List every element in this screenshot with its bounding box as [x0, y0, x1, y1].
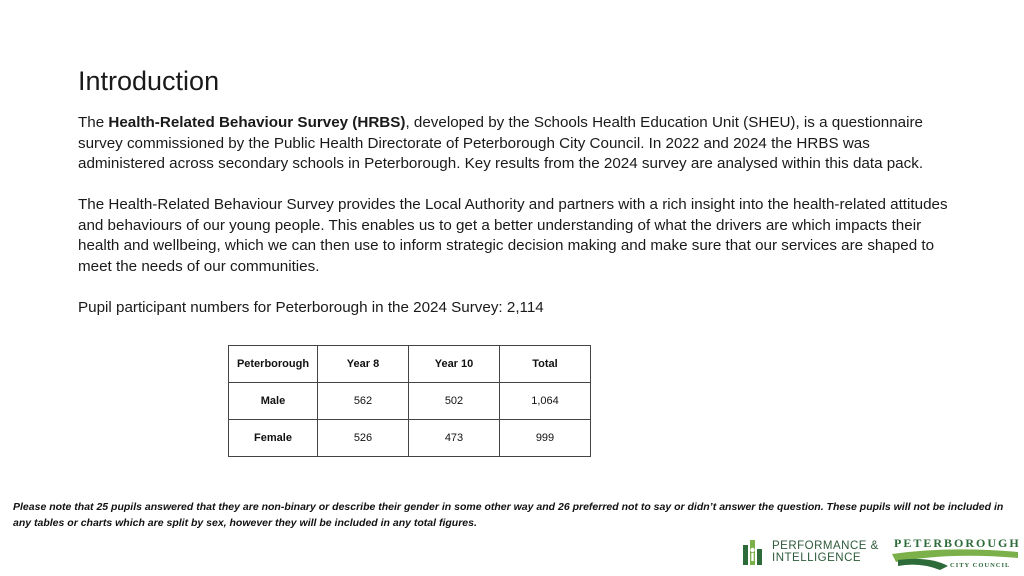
table-header: Peterborough	[229, 346, 318, 383]
participants-table	[228, 345, 591, 457]
table-cell: 502	[409, 383, 500, 420]
table-header-row	[229, 346, 591, 383]
table-cell: 1,064	[500, 383, 591, 420]
pcc-logo-name: PETERBOROUGH	[894, 536, 1021, 550]
table-cell: 562	[318, 383, 409, 420]
participant-count: Pupil participant numbers for Peterborough in the 2024 Survey: 2,114	[78, 299, 544, 316]
insight-paragraph: The Health-Related Behaviour Survey provides the Local Authority and partners with a rich insight into the health-related attitudes and behaviours of our young people. This enables us to get a better understanding of what the drivers are which impacts their health and wellbeing, which we can then use to inform strategic decision making and make sure that our services are shaped to meet the needs of our communities.	[78, 196, 948, 275]
intro-prefix: The	[78, 114, 109, 131]
page-title: Introduction	[78, 66, 220, 96]
table-row	[229, 383, 591, 420]
table-header: Year 10	[409, 346, 500, 383]
table-cell: 526	[318, 420, 409, 457]
table-row	[229, 420, 591, 457]
table-header: Total	[500, 346, 591, 383]
peterborough-city-council-logo	[890, 536, 1020, 574]
survey-name: Health-Related Behaviour Survey (HRBS)	[108, 114, 406, 131]
table-header: Year 8	[318, 346, 409, 383]
table-cell: Male	[229, 383, 318, 420]
footnote: Please note that 25 pupils answered that they are non-binary or describe their gender in some other way and 26 preferred not to say or didn’t answer the question. These pupils will not be included in any tables or charts which are split by sex, however they will be included in any total figures.	[13, 501, 1004, 529]
pi-logo-icon	[742, 537, 768, 567]
performance-intelligence-logo	[742, 537, 879, 567]
table-cell: 473	[409, 420, 500, 457]
pi-logo-line2: INTELLIGENCE	[772, 552, 862, 564]
pcc-logo-sub: CITY COUNCIL	[950, 562, 1011, 569]
pi-logo-line1: PERFORMANCE &	[772, 539, 879, 552]
table-cell: 999	[500, 420, 591, 457]
intro-rest: , developed by the Schools Health Education Unit (SHEU), is a questionnaire survey commissioned by the Public Health Directorate of Peterborough City Council. In 2022 and 2024 the HRBS was administered across secondary schools in Peterborough. Key results from the 2024 survey are analysed within this data pack.	[78, 114, 924, 173]
table-cell: Female	[229, 420, 318, 457]
intro-paragraph	[78, 113, 958, 175]
